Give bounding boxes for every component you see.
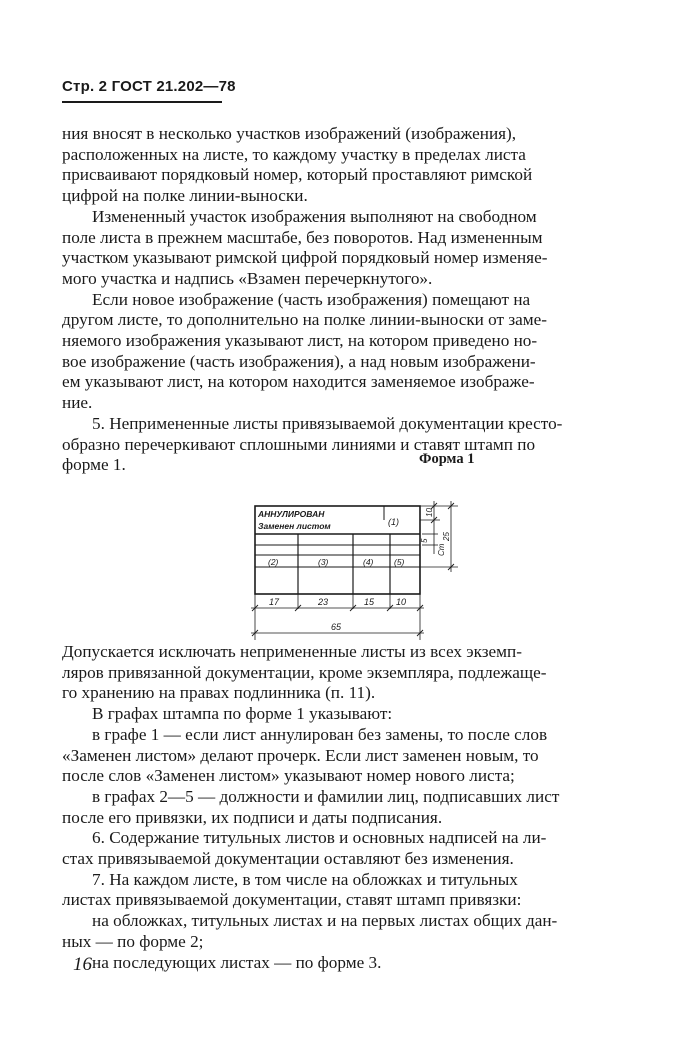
paragraph: [62, 414, 636, 476]
stamp-dim-10-right: 10: [425, 508, 434, 517]
text-line: 6. Содержание титульных листов и основных надписей на ли-: [92, 828, 547, 848]
text-line: го хранению на правах подлинника (п. 11).: [62, 683, 376, 703]
text-line: вое изображение (часть изображения), а над новым изображени-: [62, 351, 536, 371]
stamp-form-1: [238, 496, 468, 656]
stamp-field-3: (3): [318, 557, 329, 567]
stamp-dim-17: 17: [269, 597, 280, 607]
paragraph: [62, 953, 636, 974]
text-line: после слов «Заменен листом» указывают номер нового листа;: [62, 766, 515, 786]
text-line: ние.: [62, 393, 93, 413]
text-line: листах привязываемой документации, ставят штамп привязки:: [62, 890, 522, 910]
text-line: после его привязки, их подписи и даты подписания.: [62, 807, 443, 827]
text-line: другом листе, то дополнительно на полке линии-выноски от заме-: [62, 310, 547, 330]
text-line: на обложках, титульных листах и на первых листах общих дан-: [92, 911, 558, 931]
paragraph: [62, 911, 636, 952]
stamp-field-5: (5): [394, 557, 405, 567]
text-line: в графе 1 — если лист аннулирован без замены, то после слов: [92, 724, 548, 744]
text-line: форме 1.: [62, 455, 126, 475]
text-line: поле листа в прежнем масштабе, без поворотов. Над измененным: [62, 227, 543, 247]
text-line: цифрой на полке линии-выноски.: [62, 186, 308, 206]
paragraph: [62, 704, 636, 725]
text-line: в графах 2—5 — должности и фамилии лиц, подписавших лист: [92, 786, 560, 806]
text-line: Измененный участок изображения выполняют на свободном: [92, 206, 537, 226]
stamp-dim-65: 65: [331, 622, 342, 632]
text-line: «Заменен листом» делают прочерк. Если лист заменен новым, то: [62, 745, 539, 765]
text-line: 7. На каждом листе, в том числе на обложках и титульных: [92, 869, 518, 889]
paragraph: [62, 725, 636, 787]
stamp-field-4: (4): [363, 557, 374, 567]
stamp-replaced-label: Заменен листом: [258, 521, 331, 531]
stamp-annulled-label: АННУЛИРОВАН: [258, 509, 325, 519]
stamp-dim-st: Ст: [437, 543, 446, 556]
stamp-dim-23: 23: [318, 597, 329, 607]
paragraph: [62, 787, 636, 828]
text-line: Допускается исключать непримененные листы из всех экземп-: [62, 642, 522, 661]
text-line: ния вносят в несколько участков изображений (изображения),: [62, 124, 517, 143]
text-lower: [62, 642, 636, 973]
stamp-drawing: [238, 496, 468, 656]
paragraph: [62, 124, 636, 207]
paragraph: [62, 828, 636, 869]
text-line: ных — по форме 2;: [62, 931, 204, 951]
stamp-dim-25: 25: [442, 532, 451, 541]
text-upper: [62, 124, 636, 476]
text-line: Если новое изображение (часть изображения) помещают на: [92, 289, 531, 309]
stamp-dim-15: 15: [364, 597, 375, 607]
text-line: мого участка и надпись «Взамен перечеркнутого».: [62, 268, 433, 288]
text-line: на последующих листах — по форме 3.: [92, 952, 382, 972]
text-line: участком указывают римской цифрой порядковый номер изменяе-: [62, 248, 548, 268]
stamp-dim-5: 5: [420, 538, 429, 543]
text-line: присваивают порядковый номер, который проставляют римской: [62, 165, 533, 185]
text-line: образно перечеркивают сплошными линиями и ставят штамп по: [62, 434, 536, 454]
stamp-dim-10-bottom: 10: [396, 597, 407, 607]
text-line: ляров привязанной документации, кроме экземпляра, подлежаще-: [62, 662, 547, 682]
paragraph: [62, 207, 636, 290]
text-line: В графах штампа по форме 1 указывают:: [92, 704, 393, 724]
paragraph: [62, 290, 636, 414]
page-number: 16: [73, 954, 92, 975]
header-rule: [62, 101, 222, 103]
stamp-field-2: (2): [268, 557, 279, 567]
stamp-field-1: (1): [388, 517, 399, 527]
page-header: Стр. 2 ГОСТ 21.202—78: [62, 78, 236, 95]
paragraph: [62, 870, 636, 911]
text-line: ем указывают лист, на котором находится заменяемое изображе-: [62, 372, 535, 392]
text-line: расположенных на листе, то каждому участку в пределах листа: [62, 144, 526, 164]
form-label: Форма 1: [419, 451, 475, 467]
paragraph: [62, 642, 636, 704]
text-line: стах привязываемой документации оставляют без изменения.: [62, 849, 514, 869]
text-line: 5. Непримененные листы привязываемой документации кресто-: [92, 413, 563, 433]
text-line: няемого изображения указывают лист, на котором приведено но-: [62, 331, 538, 351]
